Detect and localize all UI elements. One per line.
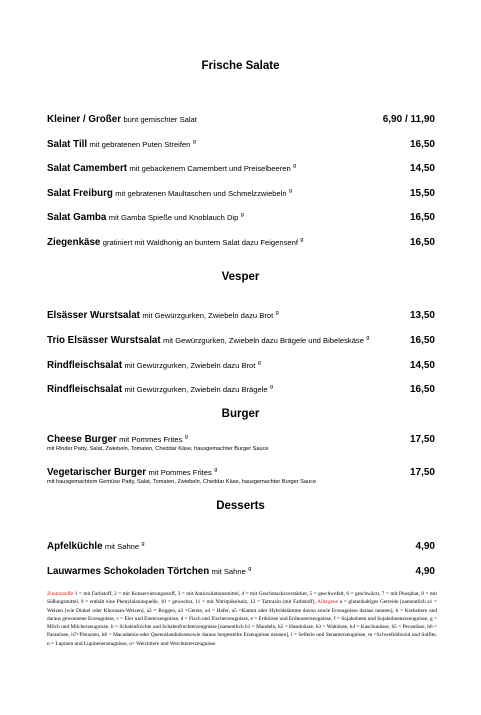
item-price: 15,50	[409, 188, 435, 199]
item-price: 16,50	[409, 335, 435, 346]
allergen-mark: g	[240, 212, 244, 219]
item-desc: mit gebratenen Maultaschen und Schmelzzwiebeln	[115, 189, 287, 198]
allergens-text: a = glutenhaltiges Getreide [namentlich a1 = Weizen (wie Dinkel oder Khorasan-Weizen), a2 = Roggen, a3 =Gerste, a4 = Hafer, a5 =Kamut oder Hybridstämme davon sowie Erzeugnisse daraus nennen], b = Krebstiere und daraus gewonnene Erzeugnisse, c = Eier und Eiererzeugnisse, d = Fisch und Fischerzeugnisse, e = Erdnüsse und Erdnusserzeugnisse, f = Sojabohnen und Sojabohnenerzeugnisse, g = Milch und Milcherzeugnisse, h = Schalenfrüchte und Schalenfruchterzeugnisse [namentlich h1 = Mandeln, h2 = Haselnüsse, h3 = Walnüsse, h4 = Kaschunüsse, h5 = Pecanüsse, h6 = Paranüsse, h7=Pistazien, h8 = Macadamia-oder Queenslandnüssesowie daraus hergestellte Erzeugnisse nennen], i = Sellerie und Senamerzeugnisse, m =Schwefeldioxid und Sulfite, n = Lupinen und Lupinenerzeugnisse, o= Weichtiere und Weichtiererzeugnisse	[47, 599, 437, 647]
allergens-label: Allergene	[317, 599, 339, 606]
item-desc: mit Gewürzgurken, Zwiebeln dazu Brot	[142, 311, 274, 320]
menu-item	[47, 434, 435, 453]
item-desc: bunt gemischter Salat	[123, 115, 197, 124]
allergen-mark: g	[257, 360, 261, 367]
item-desc: mit Sahne	[211, 567, 246, 576]
additives-text: 1 = mit Farbstoff, 2 = mit Konservierungsstoff, 3 = mit Antioxidationsmittel, 4 = mit Geschmacksverstärker, 5 = geschwefelt, 6 = geschwärzt, 7 = mit Phosphat, 8 = mit Süßungsmittel, 9 = enthält eine Phenylalaninquelle, 10 = gewachst, 11 = mit Nitritpökelsalz, 12 = Tartrazin (mit Farbstoff),	[47, 591, 437, 606]
item-name: Cheese Burger	[47, 434, 117, 445]
menu-item	[47, 212, 435, 223]
item-name: Elsässer Wurstsalat	[47, 310, 140, 321]
allergen-mark: g	[300, 237, 304, 244]
allergen-mark: g	[192, 139, 196, 146]
item-price: 4,90	[415, 566, 435, 577]
allergen-mark: g	[366, 335, 370, 342]
item-price: 17,50	[409, 467, 435, 478]
item-name: Rindfleischsalat	[47, 384, 123, 395]
item-desc: mit gebackenem Camembert und Preiselbeeren	[129, 164, 291, 173]
menu-item	[47, 467, 435, 486]
item-name: Vegetarischer Burger	[47, 467, 147, 478]
item-name: Ziegenkäse	[47, 237, 101, 248]
allergen-footnote	[47, 590, 437, 648]
item-desc: mit Pommes Frites	[148, 468, 212, 477]
menu-item	[47, 335, 435, 346]
menu-item	[47, 384, 435, 395]
item-desc: mit gebratenen Puten Streifen	[89, 140, 191, 149]
section-title-vesper: Vesper	[221, 271, 260, 283]
menu-item	[47, 188, 435, 199]
item-name: Lauwarmes Schokoladen Törtchen	[47, 566, 210, 577]
item-name: Salat Till	[47, 139, 88, 150]
allergen-mark: g	[214, 467, 218, 474]
item-name: Salat Camembert	[47, 163, 128, 174]
menu-item	[47, 163, 435, 174]
item-desc: mit Gewürzgurken, Zwiebeln dazu Brägele und Bibeleskäse	[163, 336, 364, 345]
item-price: 13,50	[409, 310, 435, 321]
item-desc: gratiniert mit Waldhonig an buntem Salat dazu Feigensenf	[102, 238, 298, 247]
item-desc: mit Gewürzgurken, Zwiebeln dazu Brot	[124, 361, 256, 370]
item-price: 17,50	[409, 434, 435, 445]
item-price: 6,90 / 11,90	[382, 114, 435, 125]
allergen-mark: g	[248, 566, 252, 573]
item-subtext: mit Rinder Patty, Salat, Zwiebeln, Tomaten, Cheddar Käse, hausgemachter Burger Sauce	[47, 446, 269, 452]
item-subtext: mit hausgemachtem Gemüse Patty, Salat, Tomaten, Zwiebeln, Cheddar Käse, hausgemachter Burger Sauce	[47, 479, 317, 485]
allergen-mark: g	[275, 310, 279, 317]
item-price: 16,50	[409, 139, 435, 150]
allergen-mark: g	[184, 434, 188, 441]
menu-item	[47, 310, 435, 321]
item-name: Salat Gamba	[47, 212, 107, 223]
menu-item	[47, 139, 435, 150]
item-name: Apfelküchle	[47, 541, 103, 552]
item-desc: mit Pommes Frites	[119, 435, 183, 444]
item-price: 16,50	[409, 237, 435, 248]
item-price: 14,50	[409, 360, 435, 371]
additives-label: Zusatzstoffe	[47, 591, 74, 597]
section-title-salate: Frische Salate	[201, 60, 280, 72]
menu-item	[47, 237, 435, 248]
item-price: 14,50	[409, 163, 435, 174]
item-price: 16,50	[409, 212, 435, 223]
allergen-mark: g	[289, 188, 293, 195]
allergen-mark: g	[293, 163, 297, 170]
item-name: Kleiner / Großer	[47, 114, 122, 125]
menu-item	[47, 541, 435, 552]
menu-item	[47, 114, 435, 125]
menu-item	[47, 360, 435, 371]
section-title-desserts: Desserts	[216, 500, 265, 512]
item-name: Salat Freiburg	[47, 188, 113, 199]
item-name: Trio Elsässer Wurstsalat	[47, 335, 161, 346]
allergen-mark: g	[141, 541, 145, 548]
item-desc: mit Sahne	[104, 542, 140, 551]
item-price: 16,50	[409, 384, 435, 395]
item-desc: mit Gamba Spieße und Knoblauch Dip	[108, 213, 239, 222]
allergen-mark: g	[270, 384, 274, 391]
section-title-burger: Burger	[221, 408, 260, 420]
menu-item	[47, 566, 435, 577]
item-desc: mit Gewürzgurken, Zwiebeln dazu Brägele	[124, 385, 268, 394]
item-price: 4,90	[415, 541, 435, 552]
item-name: Rindfleischsalat	[47, 360, 123, 371]
